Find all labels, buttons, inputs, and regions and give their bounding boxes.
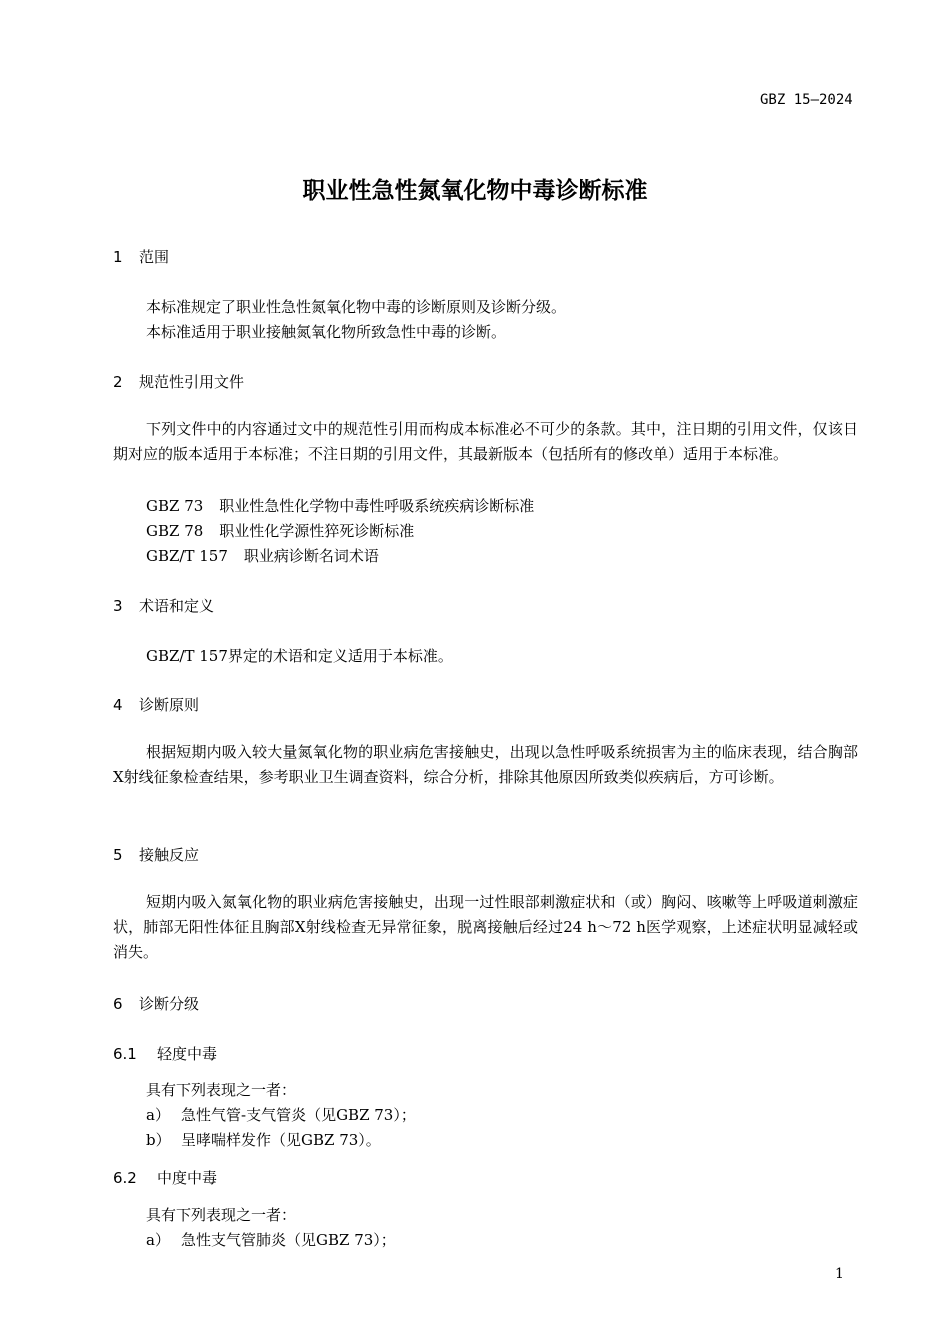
list-item-mark: a） — [146, 1106, 170, 1124]
reference-name: 职业性化学源性猝死诊断标准 — [219, 522, 415, 540]
terms-line: GBZ/T 157界定的术语和定义适用于本标准。 — [146, 647, 453, 665]
section-number: 1 — [113, 248, 123, 266]
standard-code: GBZ 15—2024 — [760, 92, 853, 108]
section-6-1-heading — [113, 1043, 217, 1064]
reference-name: 职业病诊断名词术语 — [243, 547, 379, 565]
document-title: 职业性急性氮氧化物中毒诊断标准 — [302, 178, 648, 204]
reference-code: GBZ 78 — [146, 522, 204, 540]
section-number: 6.2 — [113, 1169, 137, 1187]
list-item-text: 急性气管-支气管炎（见GBZ 73）； — [181, 1106, 416, 1124]
section-title: 规范性引用文件 — [139, 373, 245, 391]
section-number: 6.1 — [113, 1045, 137, 1063]
section-6-heading — [113, 993, 199, 1014]
list-item — [146, 1229, 396, 1250]
reference-code: GBZ/T 157 — [146, 547, 228, 565]
section-number: 6 — [113, 995, 123, 1013]
reference-item — [146, 520, 414, 541]
section-2-heading — [113, 371, 244, 392]
section-1-heading — [113, 246, 169, 267]
section-number: 5 — [113, 846, 123, 864]
normative-references-paragraph: 下列文件中的内容通过文中的规范性引用而构成本标准必不可少的条款。其中，注日期的引用文件，仅该日期对应的版本适用于本标准；不注日期的引用文件，其最新版本（包括所有的修改单）适用于本标准。 — [113, 420, 858, 463]
diagnosis-principle-paragraph: 根据短期内吸入较大量氮氧化物的职业病危害接触史，出现以急性呼吸系统损害为主的临床表现，结合胸部X射线征象检查结果，参考职业卫生调查资料，综合分析，排除其他原因所致类似疾病后，方可诊断。 — [113, 743, 858, 786]
section-5-heading — [113, 844, 199, 865]
list-item — [146, 1129, 381, 1150]
list-item-text: 呈哮喘样发作（见GBZ 73）。 — [181, 1131, 381, 1149]
list-intro: 具有下列表现之一者： — [146, 1081, 297, 1099]
section-6-2-heading — [113, 1167, 217, 1188]
list-item-mark: a） — [146, 1231, 170, 1249]
section-number: 3 — [113, 597, 123, 615]
reference-code: GBZ 73 — [146, 497, 204, 515]
reference-name: 职业性急性化学物中毒性呼吸系统疾病诊断标准 — [219, 497, 535, 515]
scope-line-1: 本标准规定了职业性急性氮氧化物中毒的诊断原则及诊断分级。 — [146, 298, 567, 316]
page-number: 1 — [835, 1266, 844, 1282]
section-title: 范围 — [139, 248, 170, 266]
section-4-heading — [113, 694, 199, 715]
section-number: 4 — [113, 696, 123, 714]
section-title: 接触反应 — [139, 846, 200, 864]
section-title: 中度中毒 — [157, 1169, 218, 1187]
section-3-heading — [113, 595, 214, 616]
list-intro: 具有下列表现之一者： — [146, 1206, 297, 1224]
list-item-mark: b） — [146, 1131, 171, 1149]
reference-item — [146, 545, 379, 566]
contact-reaction-paragraph: 短期内吸入氮氧化物的职业病危害接触史，出现一过性眼部刺激症状和（或）胸闷、咳嗽等上呼吸道刺激症状，肺部无阳性体征且胸部X射线检查无异常征象，脱离接触后经过24 h～72 h医学观察，上述症状明显减轻或消失。 — [113, 893, 858, 961]
list-item-text: 急性支气管肺炎（见GBZ 73）； — [181, 1231, 396, 1249]
section-title: 诊断分级 — [139, 995, 200, 1013]
reference-item — [146, 495, 534, 516]
section-title: 诊断原则 — [139, 696, 200, 714]
section-title: 轻度中毒 — [157, 1045, 218, 1063]
scope-line-2: 本标准适用于职业接触氮氧化物所致急性中毒的诊断。 — [146, 323, 507, 341]
section-title: 术语和定义 — [139, 597, 215, 615]
list-item — [146, 1104, 416, 1125]
section-number: 2 — [113, 373, 123, 391]
